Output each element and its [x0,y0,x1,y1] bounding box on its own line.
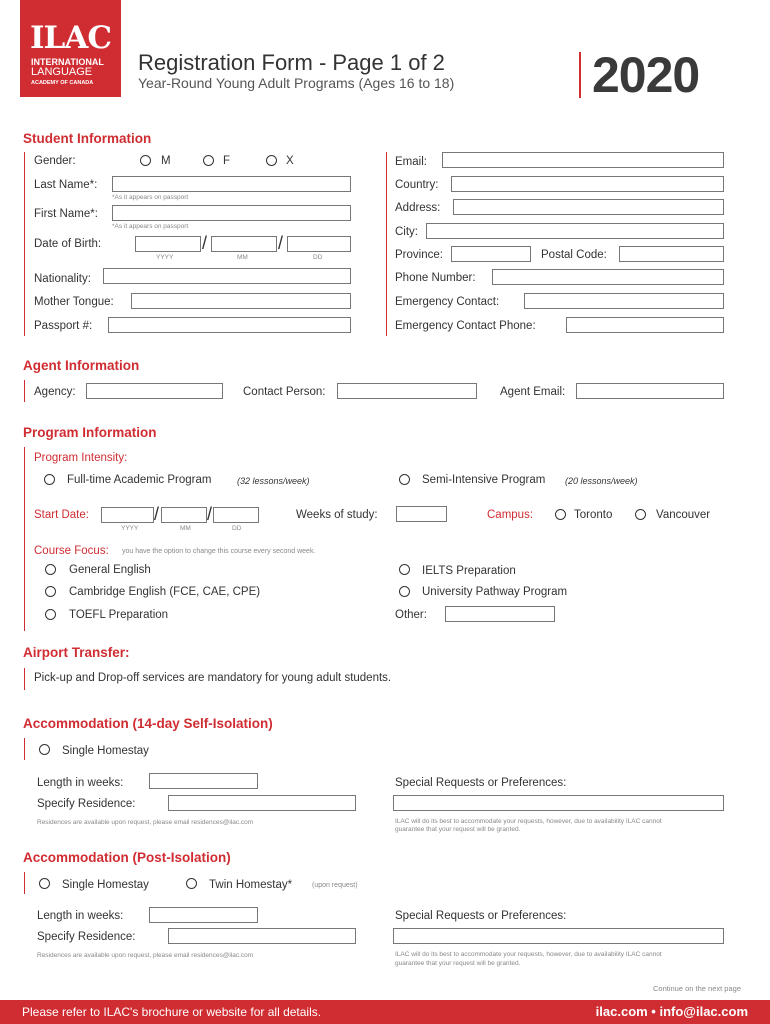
acc-post-section-title: Accommodation (Post-Isolation) [23,850,231,865]
dob-label: Date of Birth: [34,238,102,250]
country-label: Country: [395,179,439,191]
fulltime-label: Full-time Academic Program [67,474,212,486]
agent-section-title: Agent Information [23,358,140,373]
dob-slash-2: / [278,233,284,253]
acc-post-twin-label: Twin Homestay* [209,879,293,891]
program-section-bar [24,447,25,631]
first-name-note: *As it appears on passport [112,223,189,230]
first-name-input[interactable] [112,205,351,221]
acc-post-length-input[interactable] [149,907,258,923]
semi-intensive-radio[interactable] [399,474,410,485]
acc-isolation-length-label: Length in weeks: [37,777,124,789]
phone-label: Phone Number: [395,272,476,284]
acc-post-twin-note: (upon request) [312,882,358,889]
acc-post-residence-note: Residences are available upon request, please email residences@ilac.com [37,952,254,959]
last-name-input[interactable] [112,176,351,192]
weeks-of-study-label: Weeks of study: [296,509,378,521]
weeks-of-study-input[interactable] [396,506,447,522]
toefl-radio[interactable] [45,609,56,620]
gender-x-label: X [286,155,294,167]
year-divider [579,52,581,98]
agency-input[interactable] [86,383,223,399]
province-label: Province: [395,249,443,261]
first-name-label: First Name*: [34,208,98,220]
start-dd-hint: DD [232,525,242,532]
gender-m-radio[interactable] [140,155,151,166]
student-section-bar [24,152,25,336]
email-label: Email: [395,156,427,168]
acc-isolation-special-note-1: ILAC will do its best to accommodate your requests, however, due to availability ILAC cannot [395,818,662,825]
semi-intensive-label: Semi-Intensive Program [422,474,546,486]
semi-intensive-note: (20 lessons/week) [565,476,638,486]
acc-isolation-section-bar [24,738,25,760]
gender-f-radio[interactable] [203,155,214,166]
year: 2020 [592,47,700,103]
mother-tongue-input[interactable] [131,293,351,309]
contact-person-label: Contact Person: [243,386,326,398]
general-english-radio[interactable] [45,564,56,575]
acc-isolation-residence-input[interactable] [168,795,356,811]
start-year-input[interactable] [101,507,154,523]
nationality-label: Nationality: [34,273,91,285]
dob-mm-hint: MM [237,254,248,261]
acc-post-single-radio[interactable] [39,878,50,889]
logo-line-international: INTERNATIONAL [31,57,104,67]
dob-month-input[interactable] [211,236,277,252]
logo-line-academy: ACADEMY OF CANADA [31,80,94,86]
general-english-label: General English [69,564,151,576]
other-label: Other: [395,609,427,621]
acc-isolation-section-title: Accommodation (14-day Self-Isolation) [23,716,273,731]
fulltime-note: (32 lessons/week) [237,476,310,486]
acc-post-residence-label: Specify Residence: [37,931,136,943]
airport-text: Pick-up and Drop-off services are mandatory for young adult students. [34,672,392,684]
mother-tongue-label: Mother Tongue: [34,296,114,308]
acc-isolation-residence-label: Specify Residence: [37,798,136,810]
page-title: Registration Form - Page 1 of 2 [138,50,445,75]
gender-m-label: M [161,155,171,167]
page-subtitle: Year-Round Young Adult Programs (Ages 16 to 18) [138,75,455,91]
agent-email-input[interactable] [576,383,724,399]
dob-year-input[interactable] [135,236,201,252]
course-focus-note: you have the option to change this course every second week. [122,548,316,555]
dob-slash-1: / [202,233,208,253]
continue-note: Continue on the next page [653,984,741,993]
acc-post-single-label: Single Homestay [62,879,149,891]
email-input[interactable] [442,152,724,168]
toefl-label: TOEFL Preparation [69,609,169,621]
fulltime-radio[interactable] [44,474,55,485]
postal-code-input[interactable] [619,246,724,262]
footer-right-text: ilac.com • info@ilac.com [595,1004,748,1019]
acc-isolation-residence-note: Residences are available upon request, please email residences@ilac.com [37,819,254,826]
start-mm-hint: MM [180,525,191,532]
address-input[interactable] [453,199,724,215]
nationality-input[interactable] [103,268,351,284]
start-slash-2: / [207,504,213,524]
course-focus-label: Course Focus: [34,545,109,557]
last-name-note: *As it appears on passport [112,194,189,201]
address-label: Address: [395,202,441,214]
agent-section-bar [24,380,25,402]
cambridge-radio[interactable] [45,586,56,597]
postal-code-label: Postal Code: [541,249,607,261]
acc-isolation-single-label: Single Homestay [62,745,149,757]
province-input[interactable] [451,246,531,262]
dob-dd-hint: DD [313,254,323,261]
contact-person-input[interactable] [337,383,477,399]
gender-x-radio[interactable] [266,155,277,166]
start-day-input[interactable] [213,507,259,523]
campus-toronto-label: Toronto [574,509,613,521]
acc-post-residence-input[interactable] [168,928,356,944]
campus-vancouver-radio[interactable] [635,509,646,520]
campus-label: Campus: [487,509,534,521]
ielts-radio[interactable] [399,564,410,575]
country-input[interactable] [451,176,724,192]
acc-post-section-bar [24,872,25,894]
emergency-contact-label: Emergency Contact: [395,296,500,308]
logo [20,0,121,97]
program-section-title: Program Information [23,425,157,440]
acc-post-length-label: Length in weeks: [37,910,124,922]
passport-label: Passport #: [34,320,93,332]
acc-post-special-note-1: ILAC will do its best to accommodate your requests, however, due to availability ILAC cannot [395,951,662,958]
acc-isolation-single-radio[interactable] [39,744,50,755]
acc-post-special-note-2: guarantee that your request will be granted. [395,960,521,967]
acc-isolation-length-input[interactable] [149,773,258,789]
acc-isolation-special-input[interactable] [393,795,724,811]
dob-yyyy-hint: YYYY [156,254,174,261]
footer-bar [0,1000,770,1024]
acc-post-twin-radio[interactable] [186,878,197,889]
passport-input[interactable] [108,317,351,333]
logo-line-language: LANGUAGE [31,66,93,78]
airport-section-title: Airport Transfer: [23,645,130,660]
emergency-phone-input[interactable] [566,317,724,333]
other-input[interactable] [445,606,555,622]
gender-f-label: F [223,155,231,167]
logo-mark: ILAC [30,20,112,56]
last-name-label: Last Name*: [34,179,98,191]
agent-email-label: Agent Email: [500,386,566,398]
ielts-label: IELTS Preparation [422,565,516,577]
footer-left-text: Please refer to ILAC's brochure or website for all details. [22,1005,322,1019]
cambridge-label: Cambridge English (FCE, CAE, CPE) [69,586,261,598]
intensity-label: Program Intensity: [34,452,128,464]
agency-label: Agency: [34,386,76,398]
city-label: City: [395,226,418,238]
student-right-bar [386,152,387,336]
emergency-phone-label: Emergency Contact Phone: [395,320,536,332]
dob-day-input[interactable] [287,236,351,252]
start-month-input[interactable] [161,507,207,523]
acc-post-special-input[interactable] [393,928,724,944]
city-input[interactable] [426,223,724,239]
airport-section-bar [24,668,25,690]
acc-isolation-special-note-2: guarantee that your request will be granted. [395,826,521,833]
campus-toronto-radio[interactable] [555,509,566,520]
university-pathway-label: University Pathway Program [422,586,568,598]
start-date-label: Start Date: [34,509,89,521]
student-section-title: Student Information [23,131,152,146]
acc-post-special-label: Special Requests or Preferences: [395,910,567,922]
acc-isolation-special-label: Special Requests or Preferences: [395,777,567,789]
gender-label: Gender: [34,155,76,167]
start-slash-1: / [154,504,160,524]
university-pathway-radio[interactable] [399,586,410,597]
start-yyyy-hint: YYYY [121,525,139,532]
phone-input[interactable] [492,269,724,285]
campus-vancouver-label: Vancouver [656,509,711,521]
emergency-contact-input[interactable] [524,293,724,309]
